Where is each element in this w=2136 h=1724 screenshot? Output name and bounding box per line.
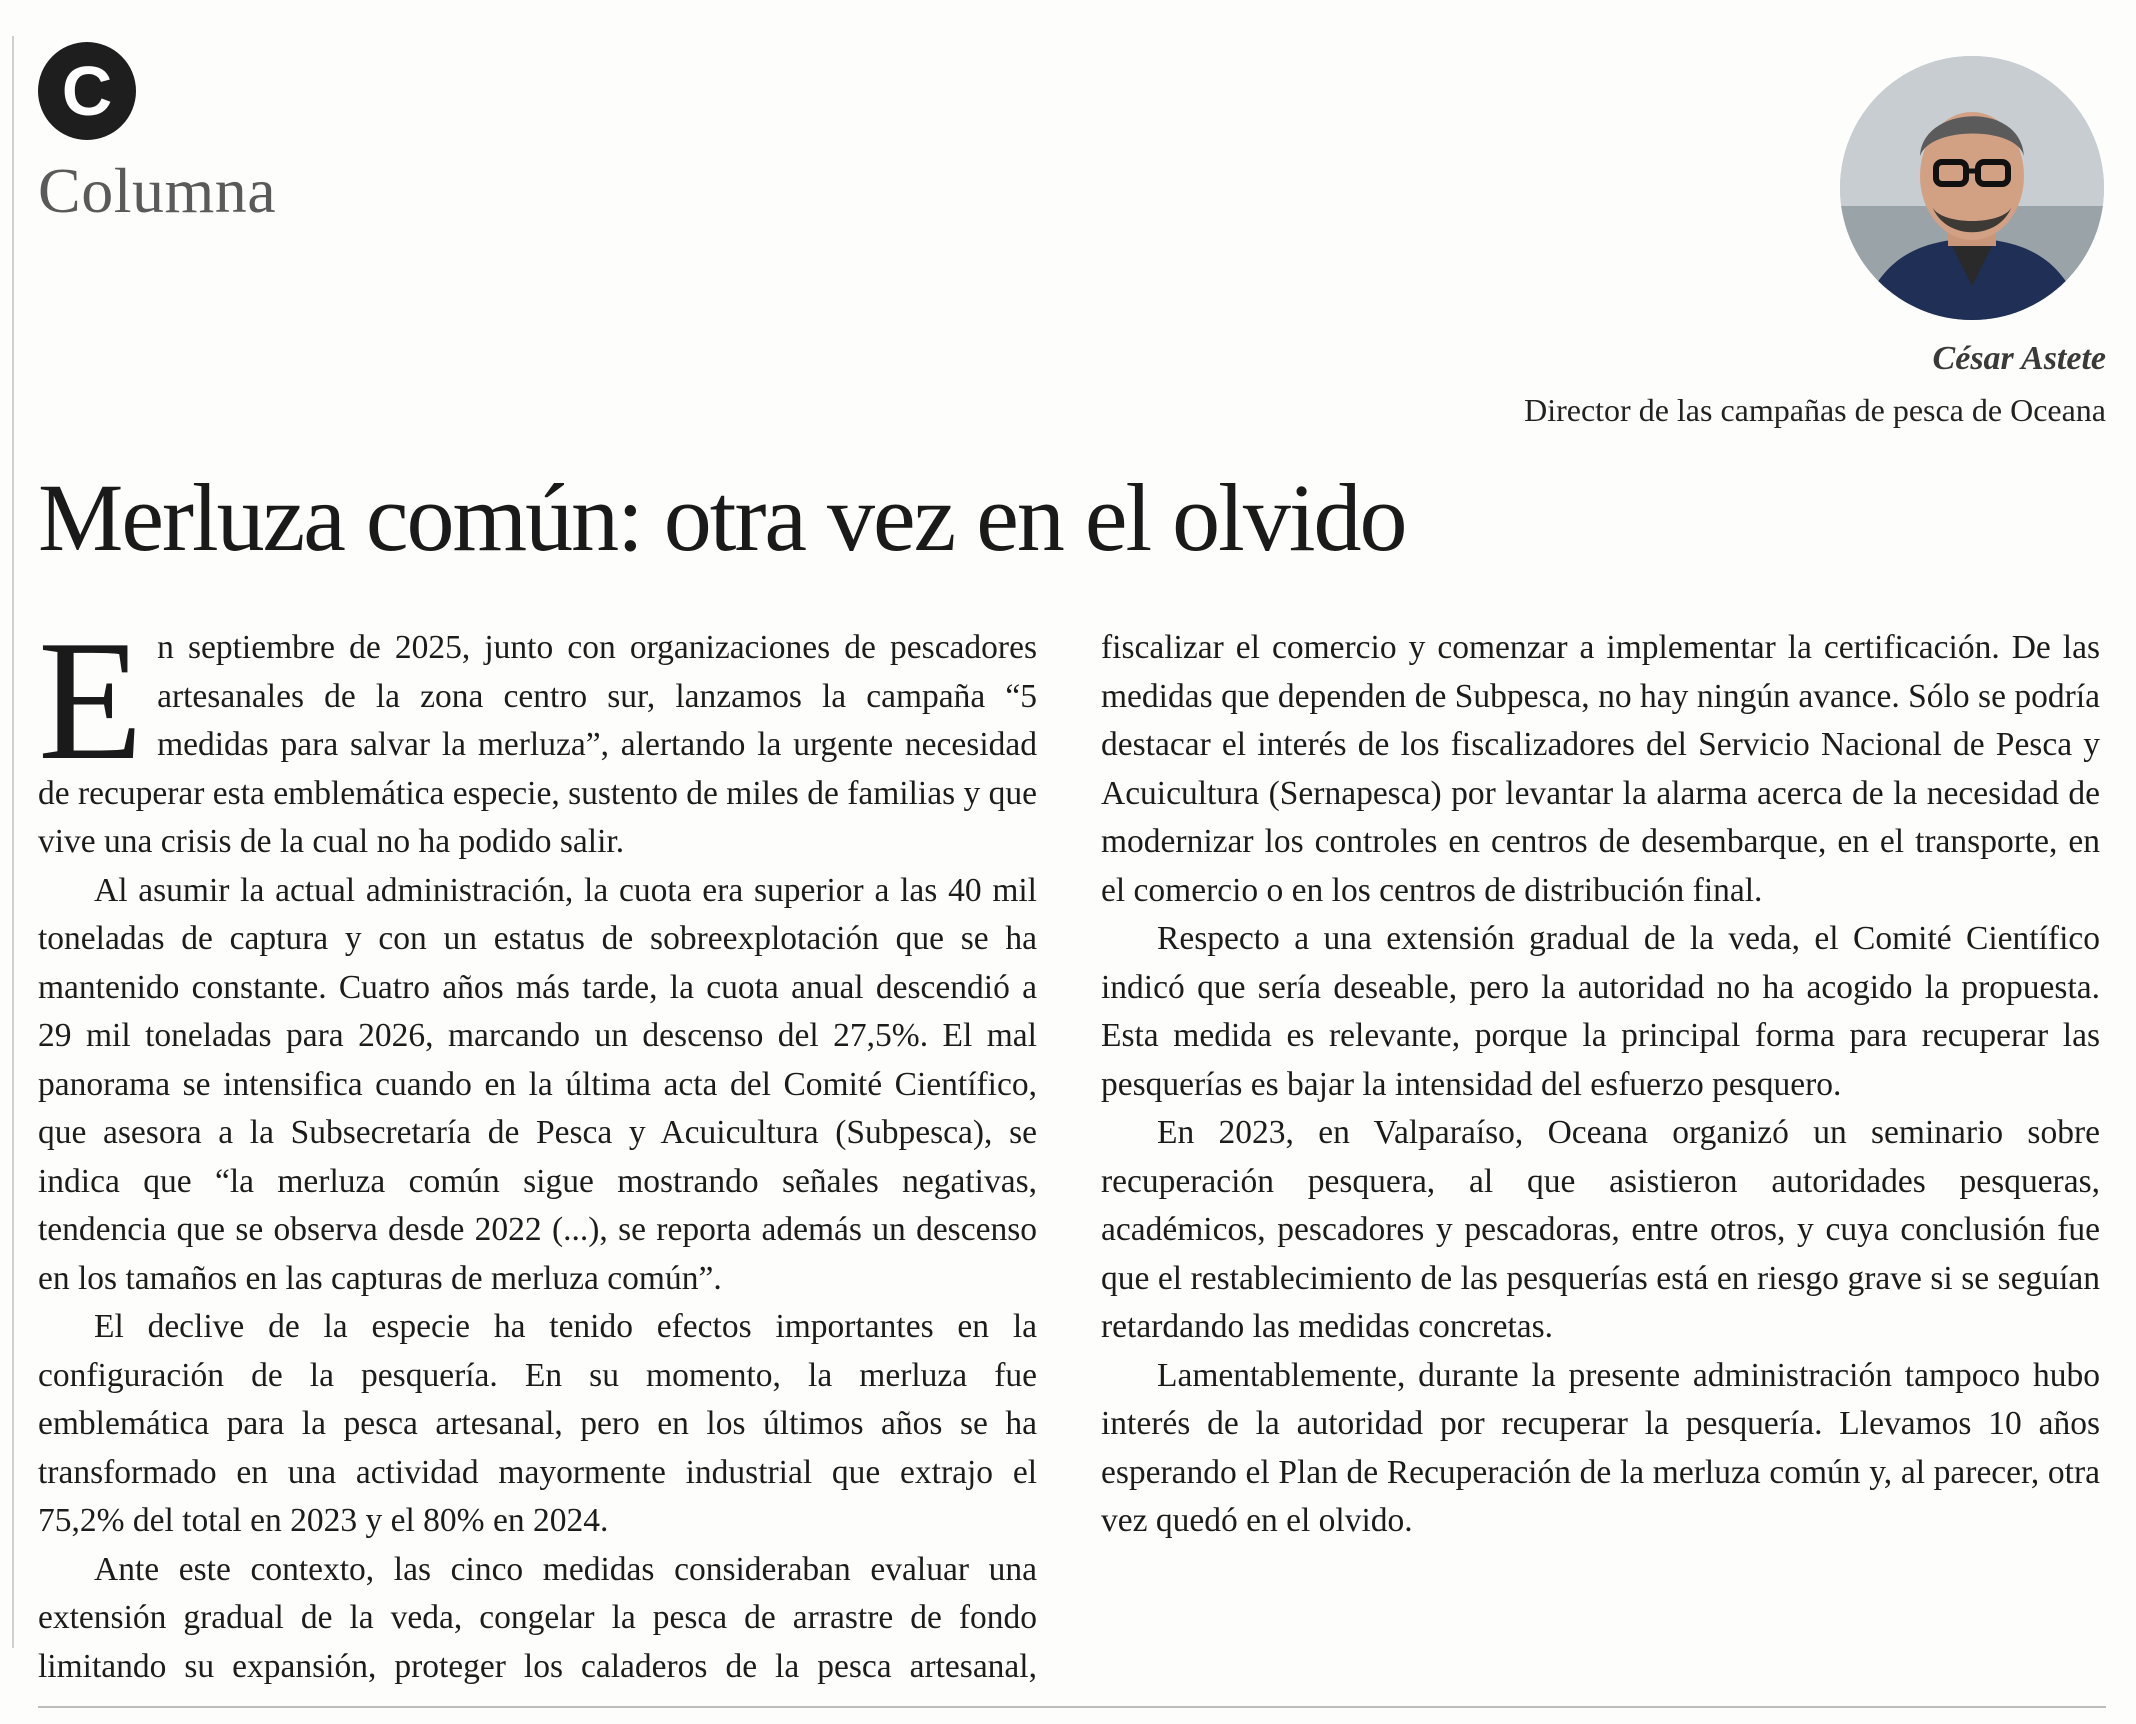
paragraph-3: El declive de la especie ha tenido efectos importantes en la configuración de la pesquería. En su momento, la merluza fue emblemática para la pesca artesanal, pero en los últimos años se ha transformado en una actividad mayormente industrial que extrajo el 75,2% del total en 2023 y el 80% en 2024. <box>38 1308 1037 1539</box>
section-badge: C <box>38 42 136 140</box>
drop-cap: E <box>38 606 144 796</box>
paragraph-5: Respecto a una extensión gradual de la veda, el Comité Científico indicó que sería deseable, pero la autoridad no ha acogido la propuesta. Esta medida es relevante, porque la principal forma para recuperar las pesquerías es bajar la intensidad del esfuerzo pesquero. <box>1101 920 2100 1103</box>
paragraph-4: Ante este contexto, las cinco medidas consideraban evaluar una extensión gradual de la veda, congelar la pesca de arrastre de fondo limitando su expansión, proteger los caladeros de la pesca artesanal, fiscalizar el comercio y comenzar a implementar la certificación. De las medidas que dependen de Subpesca, no hay ningún avance. Sólo se podría destacar el interés de los fiscalizadores del Servicio Nacional de Pesca y Acuicultura (Sernapesca) por levantar la alarma acerca de la necesidad de modernizar los controles en centros de desembarque, en el transporte, en el comercio o en los centros de distribución final. <box>38 629 2100 1685</box>
paragraph-7: Lamentablemente, durante la presente administración tampoco hubo interés de la autoridad por recuperar la pesquería. Llevamos 10 años esperando el Plan de Recuperación de la merluza común y, al parecer, otra vez quedó en el olvido. <box>1101 1356 2100 1539</box>
section-label: Columna <box>38 155 277 226</box>
author-portrait-icon <box>1840 56 2104 320</box>
paragraph-2: Al asumir la actual administración, la cuota era superior a las 40 mil toneladas de captura y con un estatus de sobreexplotación que se ha mantenido constante. Cuatro años más tarde, la cuota anual descendió a 29 mil toneladas para 2026, marcando un descenso del 27,5%. El mal panorama se intensifica cuando en la última acta del Comité Científico, que asesora a la Subsecretaría de Pesca y Acuicultura (Subpesca), se indica que “la merluza común sigue mostrando señales negativas, tendencia que se observa desde 2022 (...), se reporta además un descenso en los tamaños en las capturas de merluza común”. <box>38 871 1037 1297</box>
article-body <box>38 606 2100 1694</box>
author-name: César Astete <box>1932 340 2106 377</box>
bottom-rule <box>38 1706 2106 1708</box>
author-role: Director de las campañas de pesca de Oceana <box>1524 392 2106 428</box>
paragraph-1 <box>38 606 1037 867</box>
paragraph-1-text: n septiembre de 2025, junto con organizaciones de pescadores artesanales de la zona centro sur, lanzamos la campaña “5 medidas para salvar la merluza”, alertando la urgente necesidad de recuperar esta emblemática especie, sustento de miles de familias y que vive una crisis de la cual no ha podido salir. <box>38 629 1037 860</box>
left-margin-rule <box>12 36 14 1648</box>
headline: Merluza común: otra vez en el olvido <box>38 464 1406 571</box>
paragraph-6: En 2023, en Valparaíso, Oceana organizó un seminario sobre recuperación pesquera, al que asistieron autoridades pesqueras, académicos, pescadores y pescadoras, entre otros, y cuya conclusión fue que el restablecimiento de las pesquerías está en riesgo grave si se seguían retardando las medidas concretas. <box>1101 1114 2100 1345</box>
